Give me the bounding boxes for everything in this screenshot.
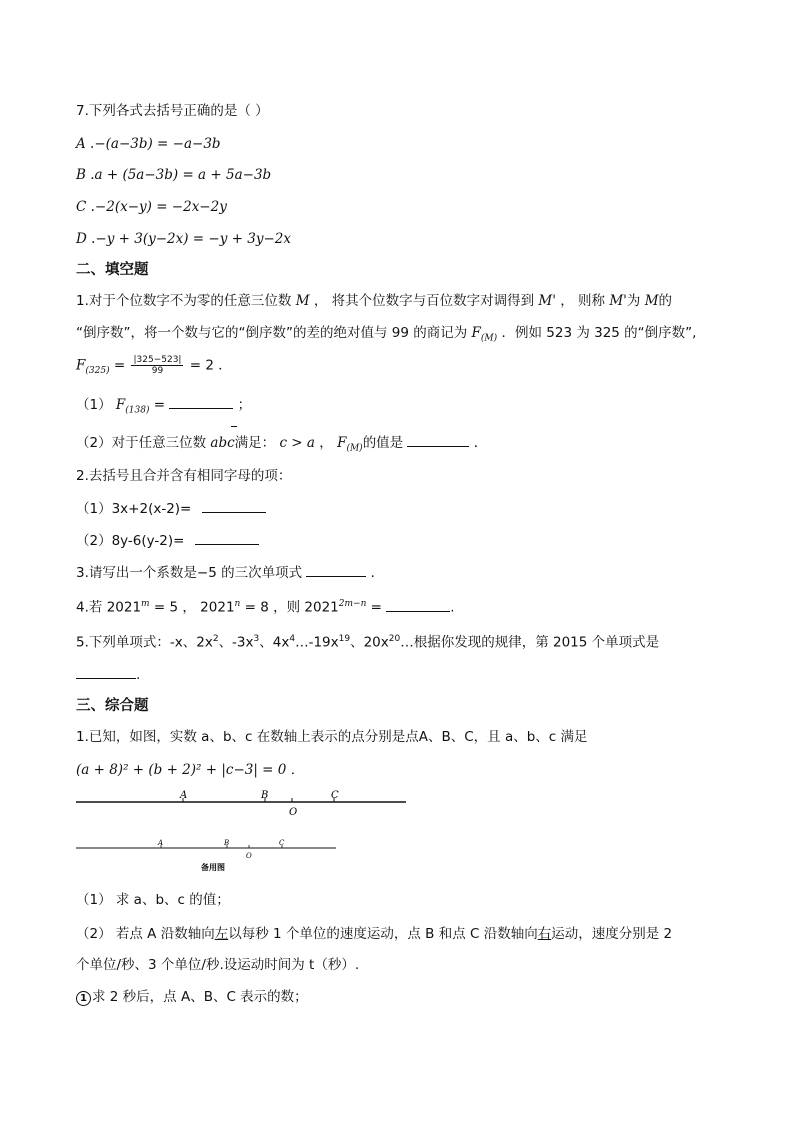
fill-q1-example: $F_{(325)}$ = $\frac{|325-523|}{99}$ = 2 ． [76,355,232,377]
question-7-option-a: A .−(a−3b) = −a−3b [76,136,221,152]
label-c: C [331,790,339,801]
comp-q1-line1: 1.已知，如图，实数 a、b、c 在数轴上表示的点分别是点A、B、C，且 a、b、c 满足 [76,729,588,745]
comp-q1-sub1: 1 求 2 秒后，点 A、B、C 表示的数； [76,987,308,1007]
answer-blank[interactable] [386,597,450,612]
fill-q1-line2: “倒序数”，将一个数与它的“倒序数”的差的绝对值与 99 的商记为 $F_{(M)}$ ．例如 523 为 325 的“倒序数”, [76,325,697,344]
spare-label-o: O [246,852,252,860]
comp-q1-part2-line1: （2） 若点 A 沿数轴向左以每秒 1 个单位的速度运动，点 B 和点 C 沿数轴向右运动，速度分别是 2 [76,926,673,942]
spare-label-c: C [279,839,285,847]
fill-q1-line1: 1.对于个位数字不为零的任意三位数 M ， 将其个位数字与百位数字对调得到 M' ， 则称 M'为 M的 [76,293,673,309]
answer-blank[interactable] [407,432,469,447]
comp-q1-equation: (a + 8)² + (b + 2)² + |c−3| = 0 ． [76,762,305,778]
fill-q5: 5.下列单项式：-x、$2x^2$、$-3x^3$、$4x^4\dots-19x^{19}$、$20x^{20}\dots$根据你发现的规律，第 2015 个单项式是 [76,634,660,651]
label-a: A [180,790,188,801]
fill-q4: 4.若 2021$^m$ = 5 ， 2021$^n$ = 8 ，则 $2021^{2m-n}$ = . [76,594,455,618]
overline-mark [231,426,237,427]
spare-label-b: B [224,839,230,847]
question-7-option-c: C .−2(x−y) = −2x−2y [76,199,227,215]
fill-q2-part2: （2）8y-6(y-2)= [76,530,259,551]
answer-blank[interactable] [169,394,233,409]
section-2-heading: 二、填空题 [76,262,149,278]
answer-blank[interactable] [195,530,259,545]
fill-q2-part1: （1）3x+2(x-2)= [76,498,266,519]
fill-q5-answer: . [76,664,140,685]
label-o: O [289,807,298,818]
section-3-heading: 三、综合题 [76,698,149,714]
answer-blank[interactable] [76,664,136,679]
spare-caption: 备用图 [201,863,225,872]
fill-q3: 3.请写出一个系数是−5 的三次单项式 ． [76,562,384,583]
fill-q1-part1: （1） $F_{(138)}$ = ； [76,394,251,421]
question-7-stem: 7.下列各式去括号正确的是（ ） [76,103,269,119]
label-b: B [261,790,269,801]
number-line-figure [76,786,408,820]
answer-blank[interactable] [306,562,366,577]
question-7-option-d: D .−y + 3(y−2x) = −y + 3y−2x [76,231,291,247]
spare-number-line-figure [76,836,338,876]
spare-label-a: A [158,839,164,847]
circled-number-1: 1 [76,991,91,1006]
fill-q1-part2: （2）对于任意三位数 abc满足： c > a ， $F_{(M)}$的值是 ． [76,432,487,459]
answer-blank[interactable] [202,498,266,513]
question-7-option-b: B .a + (5a−3b) = a + 5a−3b [76,167,272,183]
comp-q1-part1: （1） 求 a、b、c 的值； [76,892,230,908]
comp-q1-part2-line2: 个单位/秒、3 个单位/秒.设运动时间为 t（秒）. [76,957,360,973]
fill-q2-stem: 2.去括号且合并含有相同字母的项： [76,468,292,484]
example-fraction: $\frac{|325-523|}{99}$ [133,355,182,376]
